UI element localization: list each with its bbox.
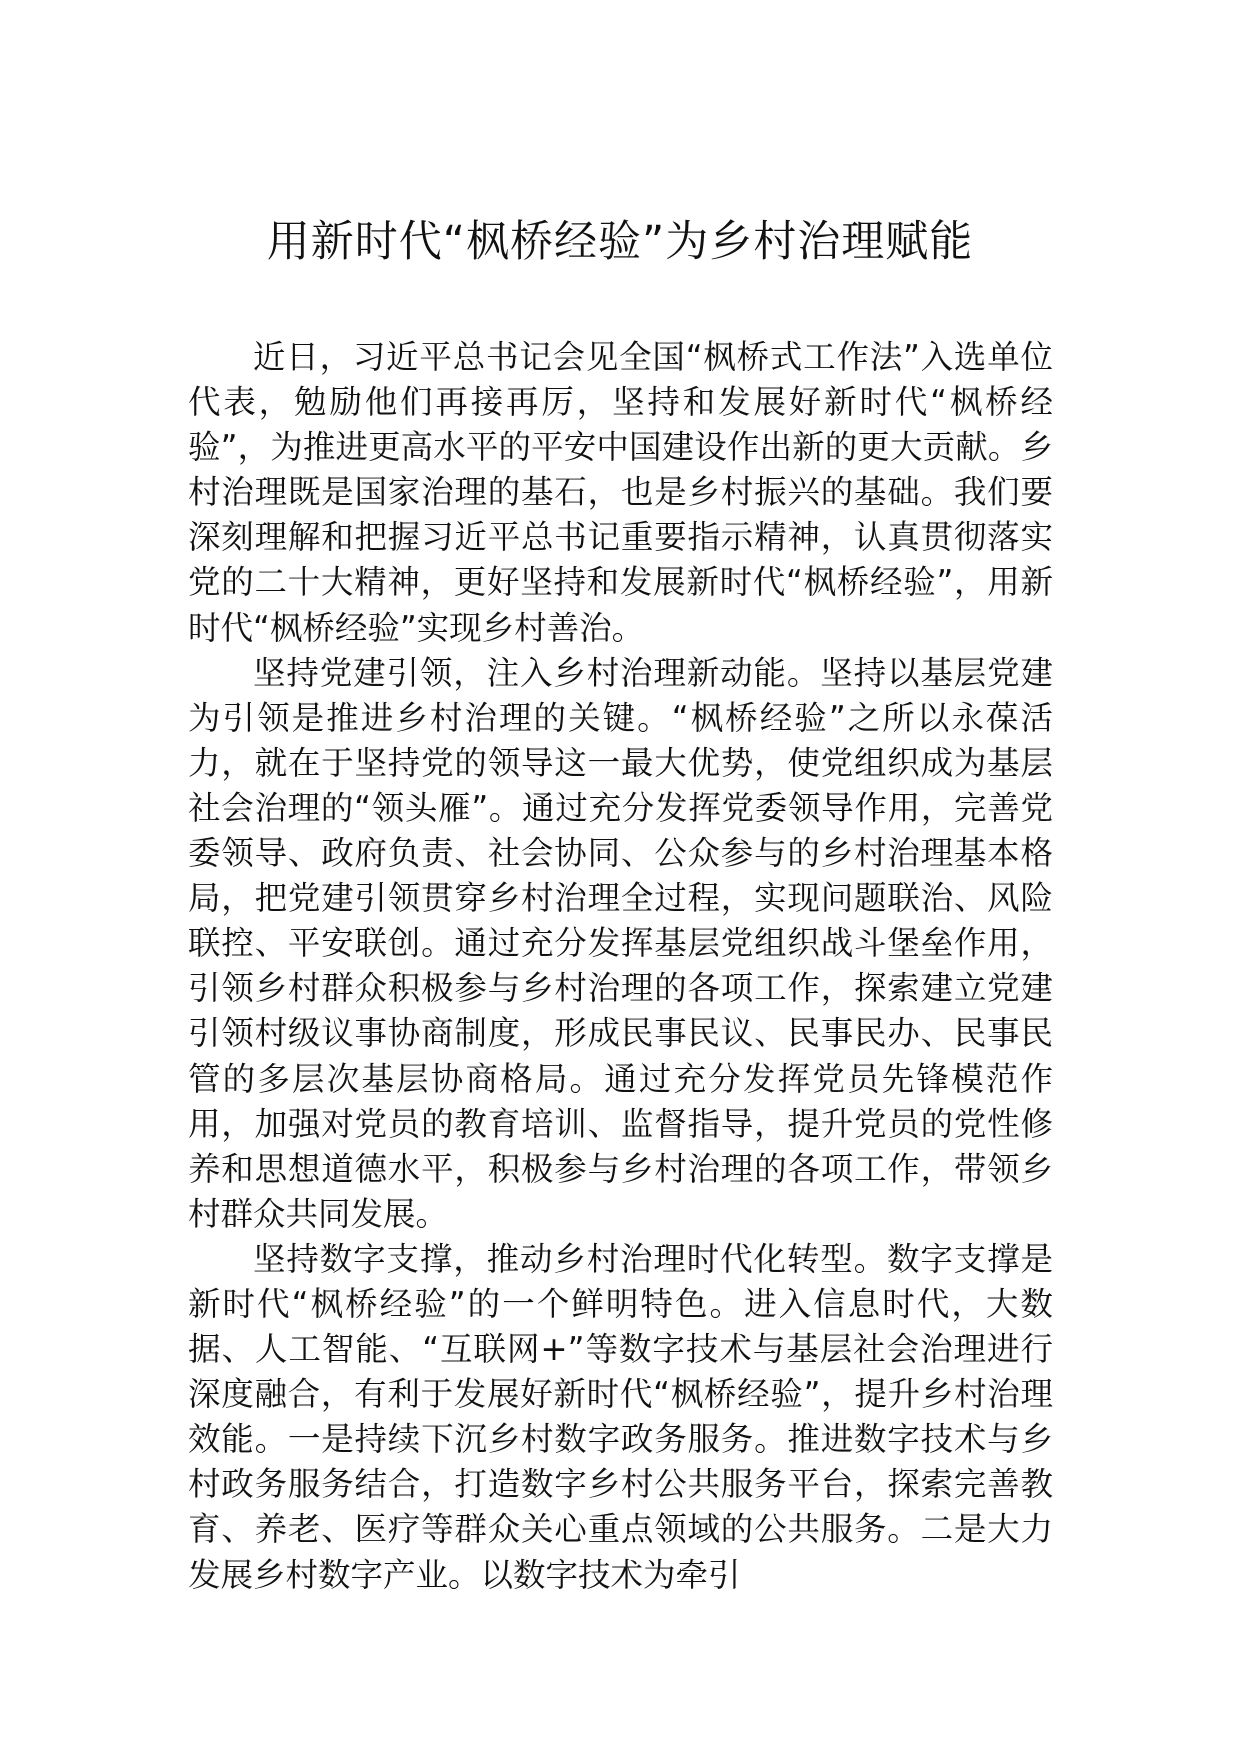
document-body	[188, 335, 1053, 1598]
paragraph-intro: 近日，习近平总书记会见全国“枫桥式工作法”入选单位代表，勉励他们再接再厉，坚持和发展好新时代“枫桥经验”，为推进更高水平的平安中国建设作出新的更大贡献。乡村治理既是国家治理的基石，也是乡村振兴的基础。我们要深刻理解和把握习近平总书记重要指示精神，认真贯彻落实党的二十大精神，更好坚持和发展新时代“枫桥经验”，用新时代“枫桥经验”实现乡村善治。	[188, 338, 1053, 647]
paragraph-digital-support: 坚持数字支撑，推动乡村治理时代化转型。数字支撑是新时代“枫桥经验”的一个鲜明特色。进入信息时代，大数据、人工智能、“互联网+”等数字技术与基层社会治理进行深度融合，有利于发展好新时代“枫桥经验”，提升乡村治理效能。一是持续下沉乡村数字政务服务。推进数字技术与乡村政务服务结合，打造数字乡村公共服务平台，探索完善教育、养老、医疗等群众关心重点领域的公共服务。二是大力发展乡村数字产业。以数字技术为牵引	[188, 1239, 1053, 1594]
paragraph-party-leadership: 坚持党建引领，注入乡村治理新动能。坚持以基层党建为引领是推进乡村治理的关键。“枫桥经验”之所以永葆活力，就在于坚持党的领导这一最大优势，使党组织成为基层社会治理的“领头雁”。通过充分发挥党委领导作用，完善党委领导、政府负责、社会协同、公众参与的乡村治理基本格局，把党建引领贯穿乡村治理全过程，实现问题联治、风险联控、平安联创。通过充分发挥基层党组织战斗堡垒作用，引领乡村群众积极参与乡村治理的各项工作，探索建立党建引领村级议事协商制度，形成民事民议、民事民办、民事民管的多层次基层协商格局。通过充分发挥党员先锋模范作用，加强对党员的教育培训、监督指导，提升党员的党性修养和思想道德水平，积极参与乡村治理的各项工作，带领乡村群众共同发展。	[188, 653, 1053, 1233]
document-title: 用新时代“枫桥经验”为乡村治理赋能	[266, 217, 974, 267]
